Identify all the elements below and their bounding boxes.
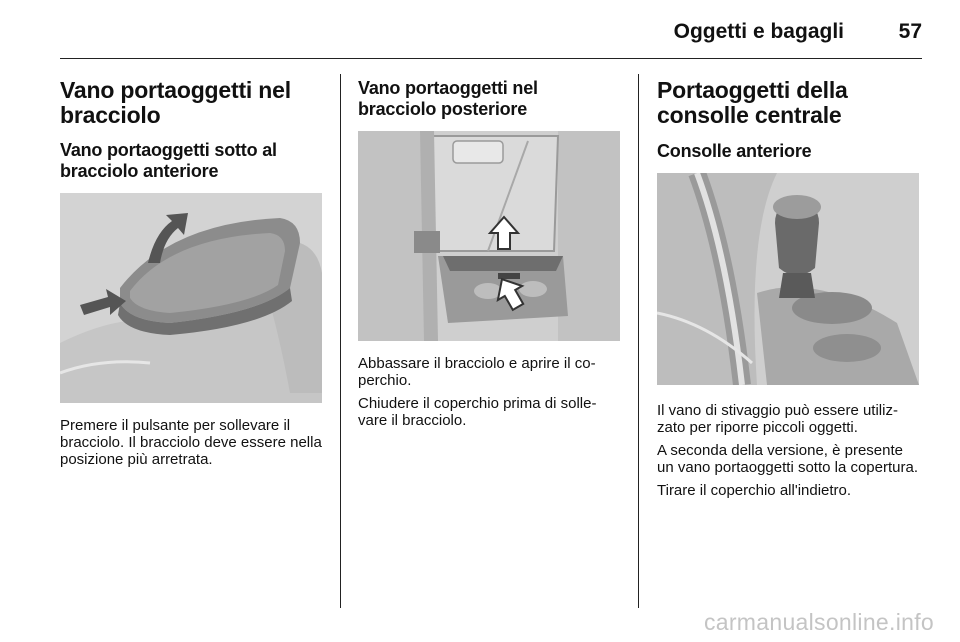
column-divider-1 bbox=[340, 74, 341, 608]
page-number: 57 bbox=[898, 20, 922, 43]
instruction-text-open: Abbassare il bracciolo e aprire il coperchio. bbox=[358, 355, 596, 389]
column-center-console bbox=[657, 74, 919, 499]
column-front-armrest bbox=[60, 74, 325, 468]
site-watermark: carmanualsonline.info bbox=[703, 609, 934, 635]
center-console-illustration bbox=[657, 173, 919, 385]
console-text-1: Il vano di stivaggio può essere utilizzato per riporre piccoli oggetti. bbox=[657, 402, 898, 436]
rear-armrest-image bbox=[358, 131, 620, 341]
subsection-heading: Vano portaoggetti nel bracciolo posteriore bbox=[358, 78, 538, 119]
subsection-heading: Consolle anteriore bbox=[657, 141, 812, 161]
header-divider bbox=[60, 58, 922, 59]
section-heading: Vano portaoggetti nel bracciolo bbox=[60, 77, 291, 128]
rear-armrest-illustration bbox=[358, 131, 620, 341]
column-rear-armrest bbox=[358, 74, 620, 429]
section-heading: Portaoggetti della consolle centrale bbox=[657, 77, 848, 128]
armrest-lift-image bbox=[60, 193, 322, 403]
page-header bbox=[60, 0, 922, 62]
section-title: Oggetti e bagagli bbox=[673, 20, 844, 43]
instruction-text-close: Chiudere il coperchio prima di sollevare il bracciolo. bbox=[358, 395, 597, 429]
center-console-image bbox=[657, 173, 919, 385]
instruction-text: Premere il pulsante per sollevare il bracciolo. Il bracciolo deve essere nella posizione più arretrata. bbox=[60, 417, 322, 468]
console-text-3: Tirare il coperchio all'indietro. bbox=[657, 482, 852, 499]
subsection-heading: Vano portaoggetti sotto al bracciolo anteriore bbox=[60, 140, 277, 181]
console-text-2: A seconda della versione, è presente un vano portaoggetti sotto la copertura. bbox=[657, 442, 919, 476]
front-armrest-illustration bbox=[60, 193, 322, 403]
column-divider-2 bbox=[638, 74, 639, 608]
